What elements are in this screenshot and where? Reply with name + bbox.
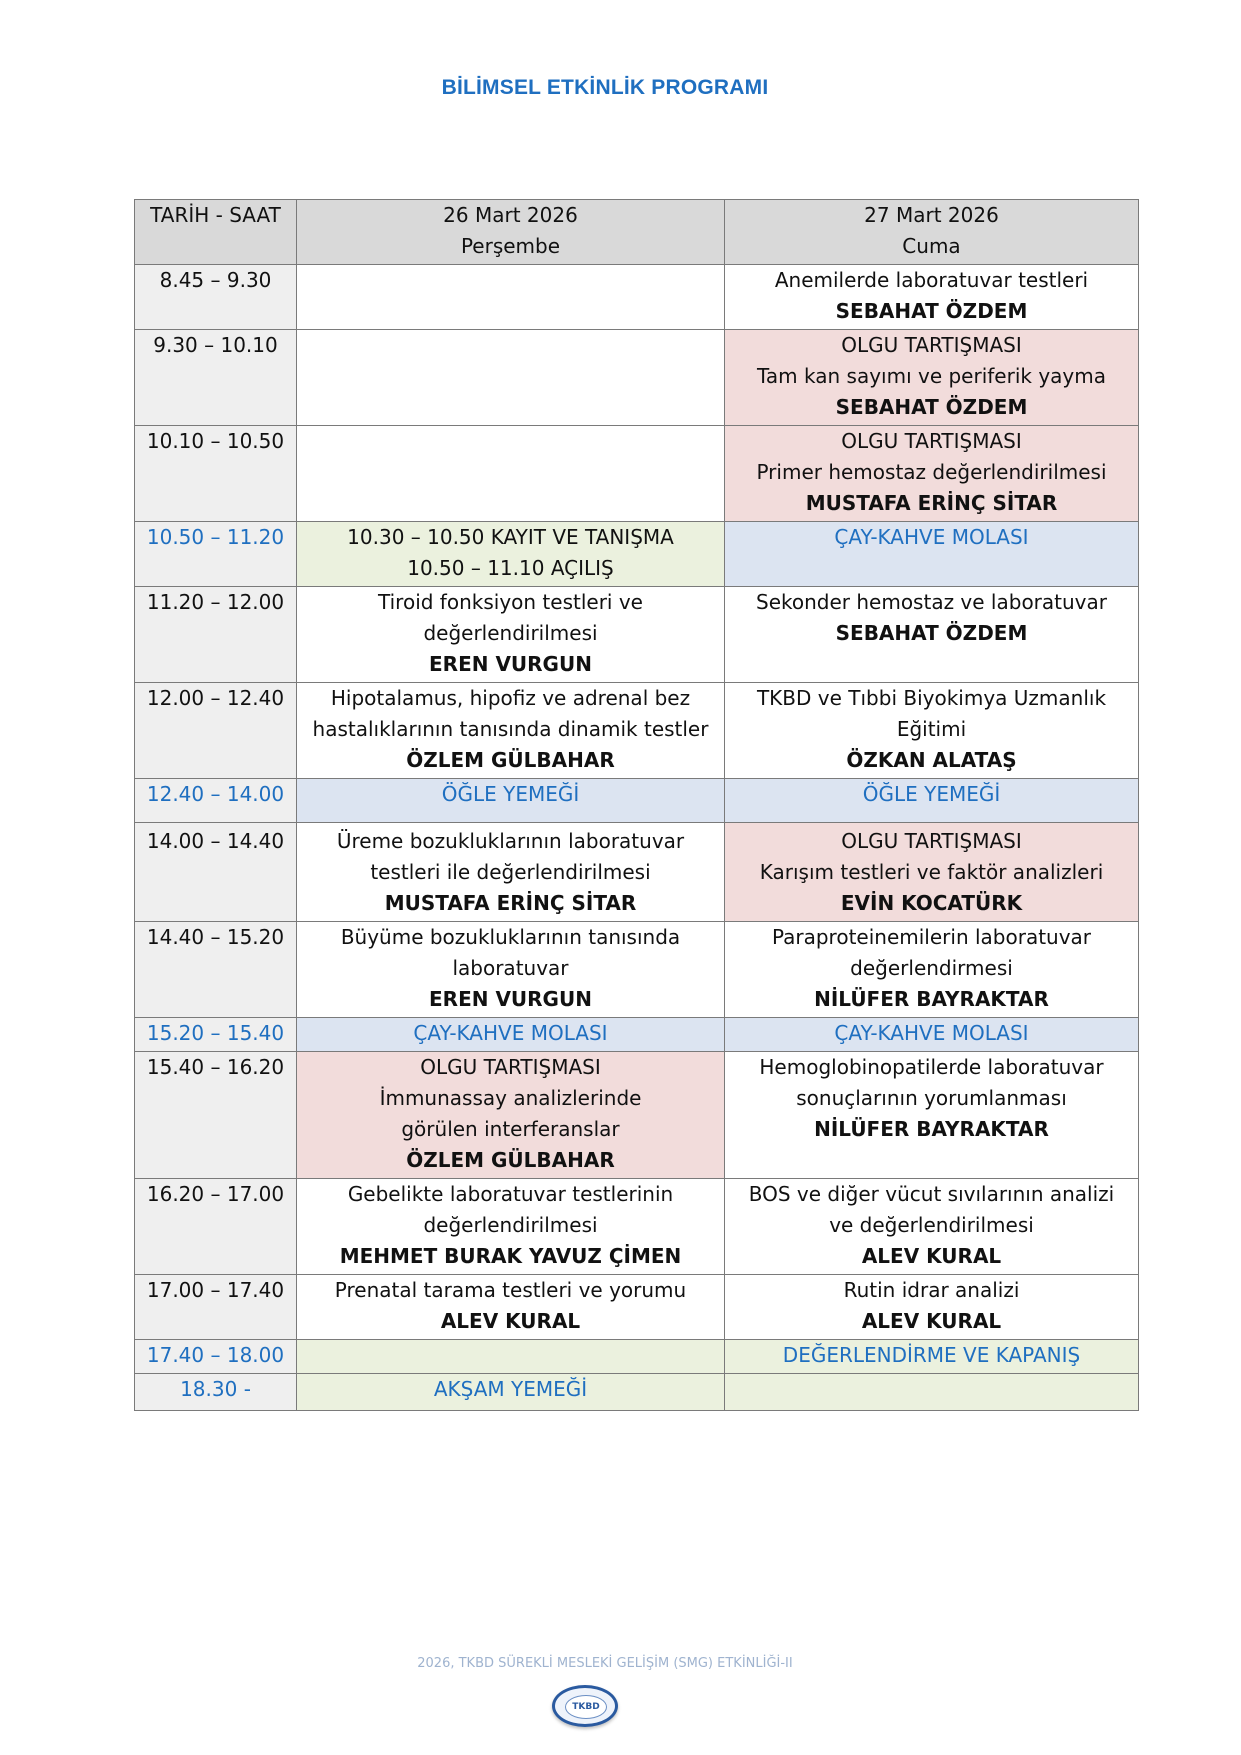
speaker-name: MUSTAFA ERİNÇ SİTAR — [384, 891, 637, 915]
day-2-date: 27 Mart 2026 — [864, 203, 999, 227]
day-1-cell — [297, 522, 725, 587]
session-type: OLGU TARTIŞMASI — [841, 429, 1022, 453]
time-cell: 12.40 – 14.00 — [135, 779, 297, 823]
lunch-label: ÖĞLE YEMEĞİ — [441, 782, 580, 806]
registration-text: 10.30 – 10.50 KAYIT VE TANIŞMA — [347, 525, 674, 549]
day-2-cell — [725, 1179, 1139, 1275]
speaker-name: ALEV KURAL — [861, 1309, 1002, 1333]
session-title: BOS ve diğer vücut sıvılarının analizi — [748, 1182, 1115, 1206]
header-date-time: TARİH - SAAT — [135, 200, 297, 265]
day-2-cell — [725, 1018, 1139, 1052]
day-2-cell — [725, 522, 1139, 587]
table-row — [135, 823, 1139, 922]
speaker-name: ALEV KURAL — [440, 1309, 581, 1333]
day-1-cell — [297, 1179, 725, 1275]
day-1-cell — [297, 779, 725, 823]
day-2-cell — [725, 265, 1139, 330]
day-2-weekday: Cuma — [902, 234, 961, 258]
time-cell: 8.45 – 9.30 — [135, 265, 297, 330]
session-title: Tiroid fonksiyon testleri ve — [378, 590, 643, 614]
day-1-cell — [297, 1374, 725, 1411]
speaker-name: EREN VURGUN — [429, 652, 592, 676]
session-title: Karışım testleri ve faktör analizleri — [759, 860, 1104, 884]
header-day-2 — [725, 200, 1139, 265]
time-cell: 10.10 – 10.50 — [135, 426, 297, 522]
day-2-cell — [725, 1052, 1139, 1179]
table-row — [135, 1275, 1139, 1340]
session-title: laboratuvar — [452, 956, 569, 980]
time-cell: 9.30 – 10.10 — [135, 330, 297, 426]
time-cell: 15.20 – 15.40 — [135, 1018, 297, 1052]
session-type: OLGU TARTIŞMASI — [420, 1055, 601, 1079]
time-cell: 17.00 – 17.40 — [135, 1275, 297, 1340]
session-title: İmmunassay analizlerinde — [379, 1086, 642, 1110]
day-1-date: 26 Mart 2026 — [443, 203, 578, 227]
session-title: Hemoglobinopatilerde laboratuvar — [759, 1055, 1104, 1079]
day-1-cell — [297, 922, 725, 1018]
session-title: Üreme bozukluklarının laboratuvar — [336, 829, 685, 853]
day-1-cell — [297, 587, 725, 683]
table-row — [135, 683, 1139, 779]
day-2-cell — [725, 922, 1139, 1018]
day-2-cell — [725, 1374, 1139, 1411]
speaker-name: MUSTAFA ERİNÇ SİTAR — [805, 491, 1058, 515]
program-table — [134, 199, 1139, 1411]
day-2-cell — [725, 426, 1139, 522]
table-row — [135, 922, 1139, 1018]
closing-label: DEĞERLENDİRME VE KAPANIŞ — [782, 1343, 1081, 1367]
table-row — [135, 330, 1139, 426]
day-2-cell — [725, 1275, 1139, 1340]
session-title: değerlendirilmesi — [423, 621, 598, 645]
session-title: TKBD ve Tıbbi Biyokimya Uzmanlık — [756, 686, 1107, 710]
speaker-name: ALEV KURAL — [861, 1244, 1002, 1268]
session-title: Gebelikte laboratuvar testlerinin — [347, 1182, 674, 1206]
header-day-1 — [297, 200, 725, 265]
day-1-cell — [297, 330, 725, 426]
time-cell: 17.40 – 18.00 — [135, 1340, 297, 1374]
speaker-name: NİLÜFER BAYRAKTAR — [814, 987, 1049, 1011]
page-title: BİLİMSEL ETKİNLİK PROGRAMI — [441, 76, 769, 99]
day-2-cell — [725, 330, 1139, 426]
table-row — [135, 587, 1139, 683]
speaker-name: MEHMET BURAK YAVUZ ÇİMEN — [339, 1244, 682, 1268]
table-row — [135, 1340, 1139, 1374]
session-title: değerlendirmesi — [850, 956, 1013, 980]
speaker-name: SEBAHAT ÖZDEM — [835, 621, 1028, 645]
table-row — [135, 779, 1139, 823]
speaker-name: SEBAHAT ÖZDEM — [835, 299, 1028, 323]
session-title: ve değerlendirilmesi — [829, 1213, 1034, 1237]
session-title: değerlendirilmesi — [423, 1213, 598, 1237]
session-title: Prenatal tarama testleri ve yorumu — [334, 1278, 687, 1302]
table-row — [135, 265, 1139, 330]
lunch-label: ÖĞLE YEMEĞİ — [862, 782, 1001, 806]
time-cell: 11.20 – 12.00 — [135, 587, 297, 683]
session-title: sonuçlarının yorumlanması — [796, 1086, 1067, 1110]
footer-text: 2026, TKBD SÜREKLİ MESLEKİ GELİŞİM (SMG) ETKİNLİĞİ-II — [417, 1656, 793, 1671]
time-cell: 14.40 – 15.20 — [135, 922, 297, 1018]
day-1-cell — [297, 823, 725, 922]
session-title: Anemilerde laboratuvar testleri — [774, 268, 1089, 292]
speaker-name: ÖZLEM GÜLBAHAR — [406, 748, 615, 772]
time-cell: 18.30 - — [135, 1374, 297, 1411]
session-title: Rutin idrar analizi — [843, 1278, 1020, 1302]
table-row — [135, 1018, 1139, 1052]
day-2-cell — [725, 1340, 1139, 1374]
break-label: ÇAY-KAHVE MOLASI — [834, 1021, 1029, 1045]
break-label: ÇAY-KAHVE MOLASI — [834, 525, 1029, 549]
session-title: testleri ile değerlendirilmesi — [370, 860, 651, 884]
time-cell: 10.50 – 11.20 — [135, 522, 297, 587]
day-2-cell — [725, 823, 1139, 922]
speaker-name: SEBAHAT ÖZDEM — [835, 395, 1028, 419]
time-cell: 16.20 – 17.00 — [135, 1179, 297, 1275]
table-row — [135, 426, 1139, 522]
table-row — [135, 1052, 1139, 1179]
table-row — [135, 1374, 1139, 1411]
day-1-cell — [297, 1052, 725, 1179]
table-row — [135, 522, 1139, 587]
time-cell: 12.00 – 12.40 — [135, 683, 297, 779]
speaker-name: EVİN KOCATÜRK — [840, 891, 1023, 915]
day-2-cell — [725, 779, 1139, 823]
session-title: Sekonder hemostaz ve laboratuvar — [756, 590, 1107, 614]
time-cell: 14.00 – 14.40 — [135, 823, 297, 922]
table-row — [135, 1179, 1139, 1275]
session-title: Tam kan sayımı ve periferik yayma — [757, 364, 1106, 388]
day-2-cell — [725, 587, 1139, 683]
session-title: Hipotalamus, hipofiz ve adrenal bez — [330, 686, 691, 710]
session-title: görülen interferanslar — [401, 1117, 620, 1141]
table-header-row — [135, 200, 1139, 265]
day-1-cell — [297, 1018, 725, 1052]
day-1-cell — [297, 1275, 725, 1340]
session-title: Paraproteinemilerin laboratuvar — [771, 925, 1092, 949]
tkbd-logo — [552, 1685, 618, 1727]
logo-label: TKBD — [565, 1695, 607, 1719]
day-1-cell — [297, 426, 725, 522]
speaker-name: ÖZLEM GÜLBAHAR — [406, 1148, 615, 1172]
session-title: Eğitimi — [896, 717, 967, 741]
opening-text: 10.50 – 11.10 AÇILIŞ — [407, 556, 614, 580]
session-type: OLGU TARTIŞMASI — [841, 333, 1022, 357]
break-label: ÇAY-KAHVE MOLASI — [413, 1021, 608, 1045]
session-title: Büyüme bozukluklarının tanısında — [340, 925, 681, 949]
session-title: Primer hemostaz değerlendirilmesi — [756, 460, 1107, 484]
day-1-cell — [297, 683, 725, 779]
session-type: OLGU TARTIŞMASI — [841, 829, 1022, 853]
day-1-cell — [297, 265, 725, 330]
day-1-weekday: Perşembe — [460, 234, 561, 258]
speaker-name: ÖZKAN ALATAŞ — [846, 748, 1017, 772]
session-title: hastalıklarının tanısında dinamik testler — [312, 717, 709, 741]
day-1-cell — [297, 1340, 725, 1374]
time-cell: 15.40 – 16.20 — [135, 1052, 297, 1179]
dinner-label: AKŞAM YEMEĞİ — [433, 1377, 588, 1401]
speaker-name: NİLÜFER BAYRAKTAR — [814, 1117, 1049, 1141]
speaker-name: EREN VURGUN — [429, 987, 592, 1011]
day-2-cell — [725, 683, 1139, 779]
